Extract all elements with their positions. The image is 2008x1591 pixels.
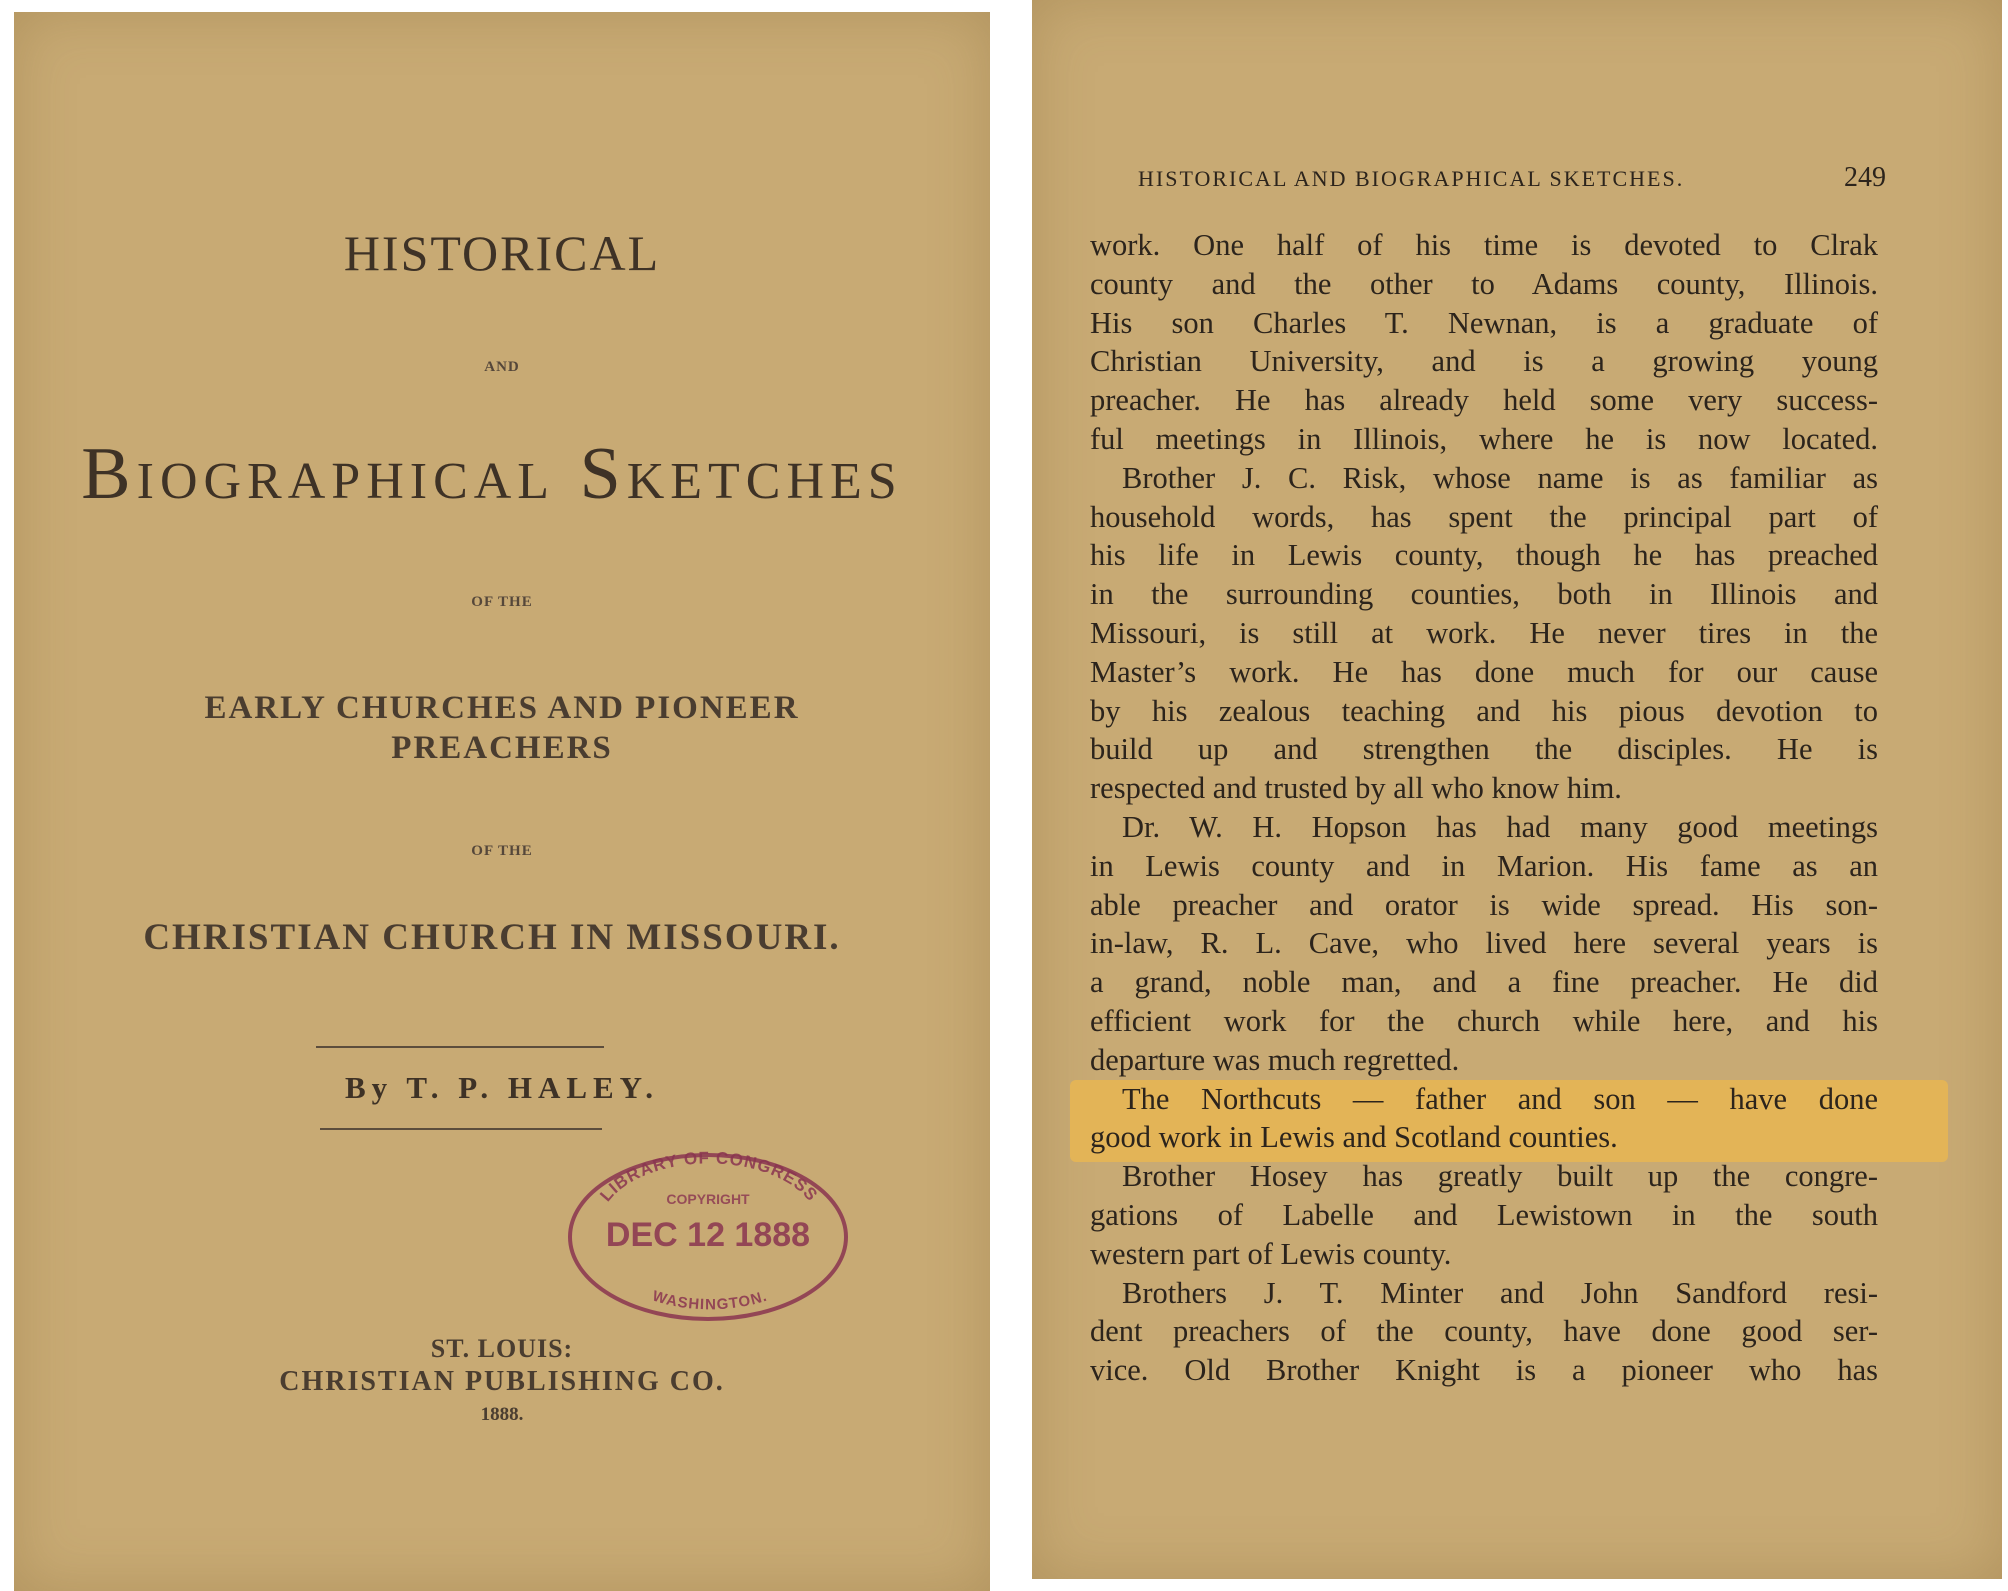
text-line: household words, has spent the principal part of [1090,499,1878,534]
author-line: By T. P. HALEY. [345,1070,659,1105]
text-line: Brothers J. T. Minter and John Sandford resi- [1122,1275,1878,1310]
text-line: by his zealous teaching and his pious devotion to [1090,693,1878,728]
stamp-date: DEC 12 1888 [605,1216,811,1254]
stamp-line-1: LIBRARY OF CONGRESS [596,1148,822,1206]
imprint-year: 1888. [480,1404,524,1425]
text-line: His son Charles T. Newnan, is a graduate of [1090,305,1878,340]
page-number: 249 [1844,162,1886,193]
stamp-line-2: COPYRIGHT [666,1191,750,1207]
subtitle-preachers: PREACHERS [391,730,613,766]
text-line: departure was much regretted. [1090,1042,1460,1077]
running-head [1138,162,1886,193]
text-line: his life in Lewis county, though he has preached [1090,538,1878,573]
library-of-congress-stamp [560,1144,856,1330]
imprint-city: ST. LOUIS: [430,1334,574,1363]
text-line: Christian University, and is a growing young [1090,344,1878,379]
text-line: The Northcuts — father and son — have done [1122,1081,1878,1116]
text-line: western part of Lewis county. [1090,1236,1452,1271]
title-biographical-sketches: Biographical Sketches [81,433,903,515]
text-line: Brother J. C. Risk, whose name is as familiar as [1122,460,1878,495]
text-line: in Lewis county and in Marion. His fame as an [1090,848,1878,883]
text-line: gations of Labelle and Lewistown in the south [1090,1197,1878,1232]
text-line: able preacher and orator is wide spread. His son- [1090,887,1878,922]
text-line: Missouri, is still at work. He never tires in the [1090,615,1878,650]
text-line: build up and strengthen the disciples. He is [1090,732,1878,767]
stamp-city: WASHINGTON. [650,1287,770,1314]
text-line: good work in Lewis and Scotland counties. [1090,1120,1618,1155]
svg-text:WASHINGTON. [650,1288,769,1314]
text-line: ful meetings in Illinois, where he is now located. [1090,421,1878,456]
imprint-publisher: CHRISTIAN PUBLISHING CO. [279,1366,725,1397]
text-line: in the surrounding counties, both in Illinois and [1090,577,1878,612]
text-line: Dr. W. H. Hopson has had many good meetings [1122,809,1878,844]
author-rule-top [316,1046,604,1048]
text-line: Brother Hosey has greatly built up the congre- [1122,1159,1878,1194]
text-line: county and the other to Adams county, Illinois. [1090,266,1878,301]
running-head-title: HISTORICAL AND BIOGRAPHICAL SKETCHES. [1138,166,1685,191]
title-and: AND [484,359,520,375]
text-line: work. One half of his time is devoted to Clrak [1090,228,1878,262]
title-of-the-1: OF THE [471,594,533,610]
title-page [14,12,990,1591]
title-of-the-2: OF THE [471,843,533,859]
subtitle-christian-church: CHRISTIAN CHURCH IN MISSOURI. [143,917,841,958]
text-line: preacher. He has already held some very success- [1090,383,1878,418]
text-page [1032,0,2002,1579]
text-line: a grand, noble man, and a fine preacher. He did [1090,965,1878,1000]
text-line: respected and trusted by all who know him. [1090,771,1622,806]
title-historical: HISTORICAL [343,225,661,281]
subtitle-early-churches: EARLY CHURCHES AND PIONEER [204,690,800,726]
author-rule-bottom [320,1128,602,1130]
text-line: in-law, R. L. Cave, who lived here several years is [1090,926,1878,961]
text-line: dent preachers of the county, have done good ser- [1090,1314,1878,1349]
text-line: Master’s work. He has done much for our cause [1090,654,1878,689]
body-text [1090,226,1878,1390]
text-line: vice. Old Brother Knight is a pioneer who has [1090,1353,1878,1388]
text-line: efficient work for the church while here, and his [1090,1003,1878,1038]
